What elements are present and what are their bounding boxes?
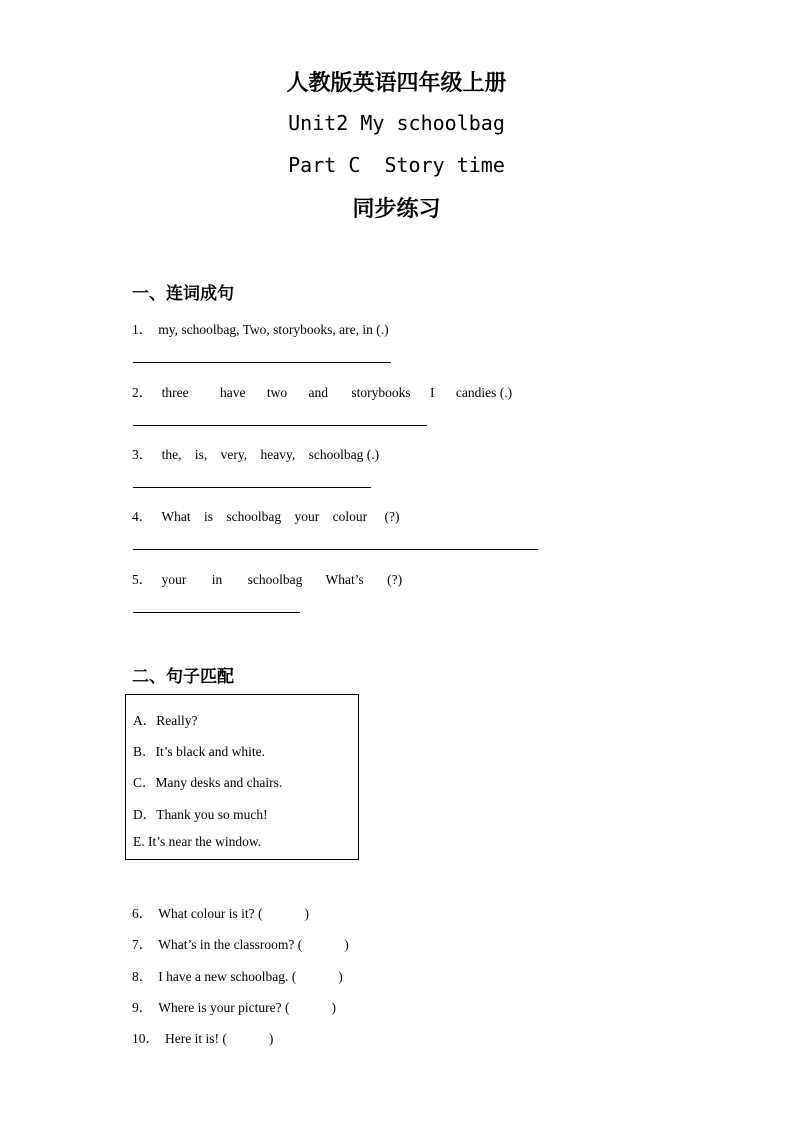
question-text: What’s in the classroom? ( [158,937,303,952]
answer-line-2[interactable] [133,425,427,426]
word: is [204,509,214,524]
question-number: 1． [132,322,153,337]
question-2 [132,381,512,401]
matching-question-9 [132,996,336,1016]
matching-question-10 [132,1027,273,1047]
question-words: my, schoolbag, Two, storybooks, are, in (.) [158,322,389,337]
question-text: Here it is! ( [165,1031,227,1046]
question-number: 7． [132,937,153,952]
word: What’s [325,572,364,587]
option-d: D．Thank you so much! [133,807,268,822]
word: storybooks [351,385,411,400]
question-3 [132,443,379,463]
question-number: 4． [132,509,153,524]
option-a: A．Really? [133,713,198,728]
matching-question-7 [132,933,349,953]
word: the, [161,447,182,462]
word: two [266,385,288,400]
close-paren: ) [338,969,343,984]
word: your [161,572,187,587]
question-text: What colour is it? ( [158,906,263,921]
word: I [429,385,435,400]
word: in [211,572,223,587]
word: have [219,385,246,400]
unit-title: Unit2 My schoolbag [288,111,505,135]
matching-question-8 [132,965,343,985]
option-b: B．It’s black and white. [133,744,265,759]
close-paren: ) [268,1031,274,1046]
question-5 [132,568,402,588]
word: is, [194,447,208,462]
word: schoolbag (.) [308,447,380,462]
word: What [161,509,191,524]
subtitle: 同步练习 [352,196,441,222]
word: colour [332,509,368,524]
option-c: C．Many desks and chairs. [133,775,283,790]
word: heavy, [260,447,296,462]
word: (?) [387,572,403,587]
word: very, [220,447,248,462]
question-number: 6． [132,906,153,921]
word: candies (.) [455,385,513,400]
question-number: 9． [132,1000,153,1015]
matching-question-6 [132,902,309,922]
options-box [125,694,359,860]
close-paren: ) [331,1000,336,1015]
word: schoolbag [226,509,282,524]
section-heading-sentence-building: 一、连词成句 [132,284,234,304]
word: your [294,509,320,524]
answer-line-4[interactable] [133,549,538,550]
question-number: 2． [132,385,153,400]
question-number: 3． [132,447,153,462]
answer-line-3[interactable] [133,487,371,488]
word: (?) [384,509,400,524]
answer-line-1[interactable] [133,362,391,363]
question-4 [132,505,400,525]
word: schoolbag [247,572,303,587]
document-title: 人教版英语四年级上册 [286,70,507,96]
question-1 [132,318,389,338]
answer-line-5[interactable] [133,612,300,613]
close-paren: ) [304,906,309,921]
section-heading-sentence-matching: 二、句子匹配 [132,667,234,687]
question-number: 10． [132,1031,159,1046]
option-e: E. It’s near the window. [133,834,262,849]
question-number: 5． [132,572,153,587]
question-text: Where is your picture? ( [158,1000,290,1015]
question-number: 8． [132,969,153,984]
close-paren: ) [344,937,349,952]
word: three [161,385,189,400]
word: and [308,385,328,400]
part-title: Part C Story time [288,153,505,177]
question-text: I have a new schoolbag. ( [158,969,297,984]
